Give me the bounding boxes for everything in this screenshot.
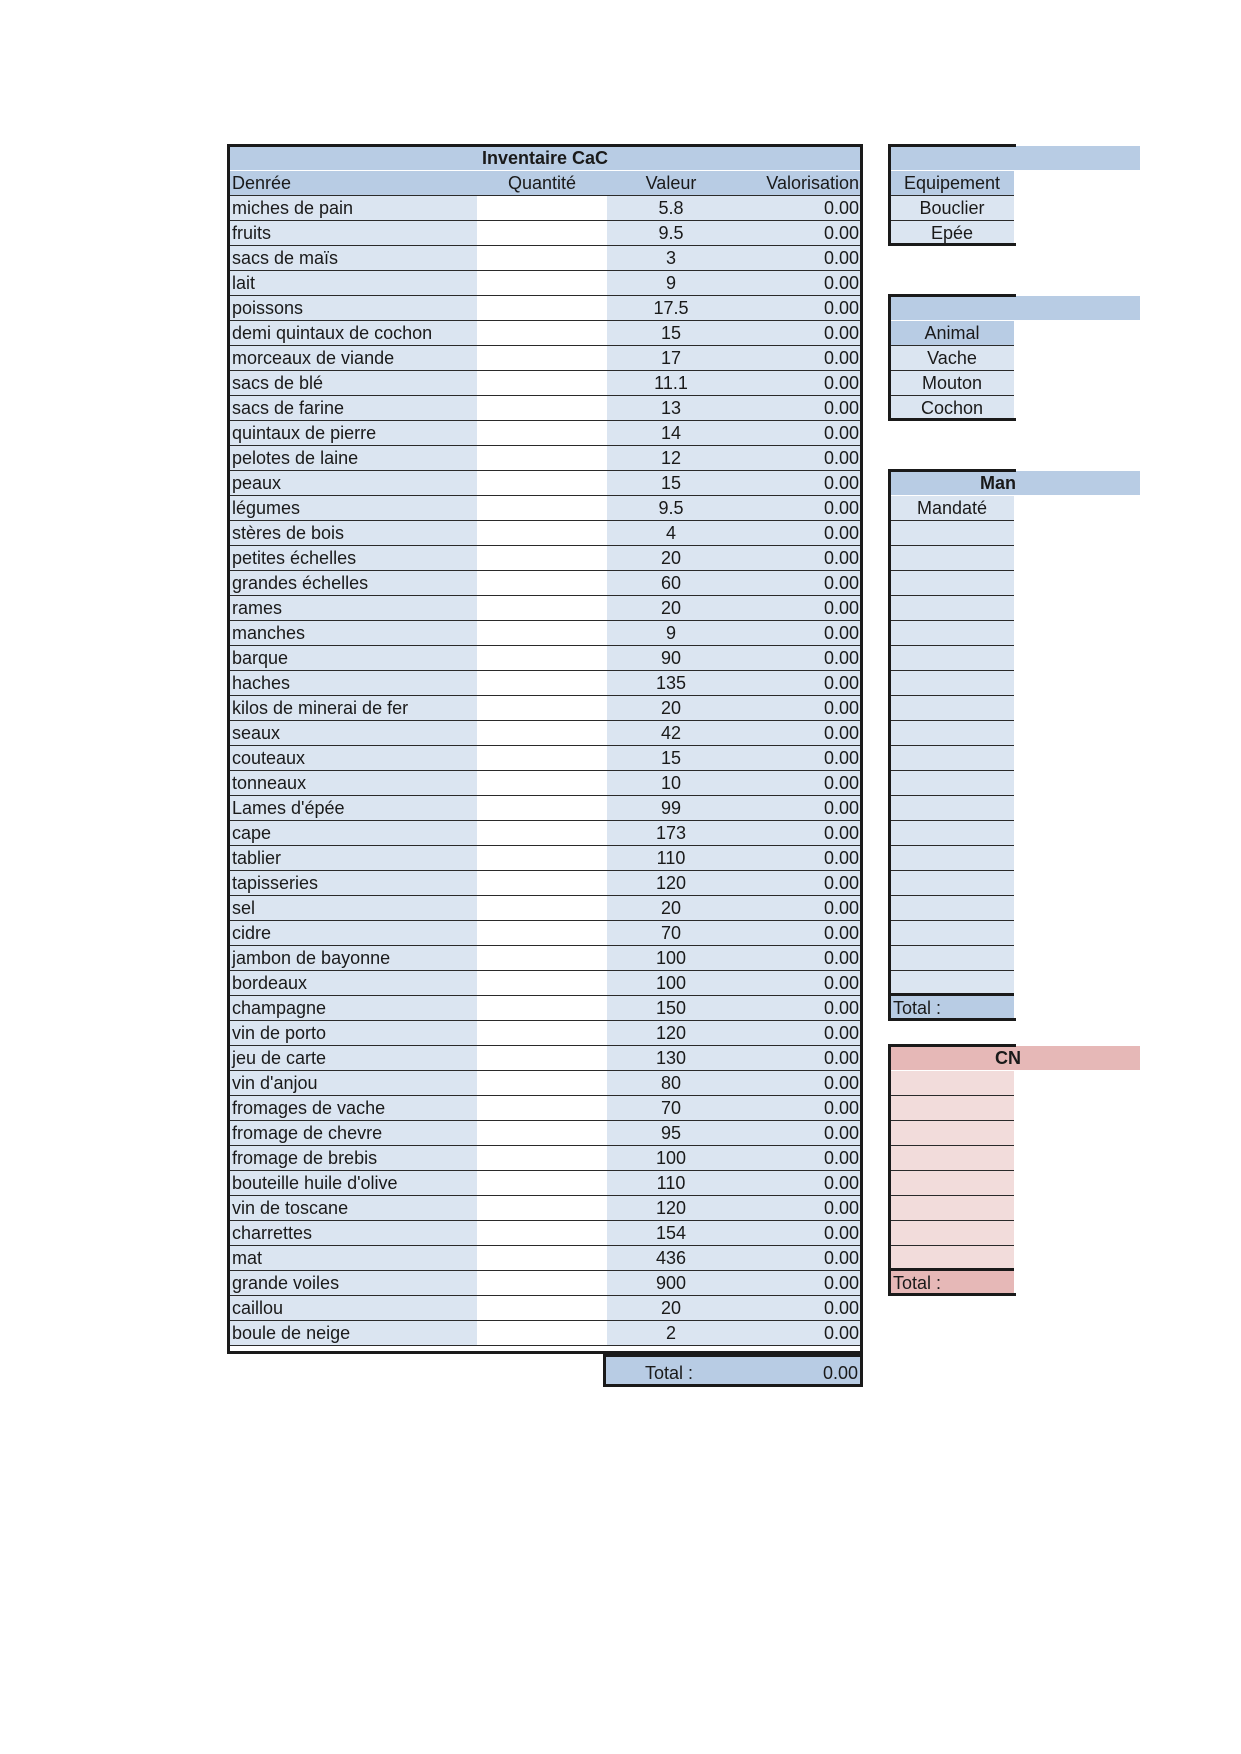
quantity-cell[interactable]	[477, 1171, 607, 1195]
quantity-cell[interactable]	[477, 1121, 607, 1145]
quantity-cell[interactable]	[477, 671, 607, 695]
inventory-row	[229, 521, 861, 546]
inventory-row	[229, 321, 861, 346]
valuation-cell: 0.00	[735, 371, 861, 395]
item-name: grandes échelles	[229, 571, 477, 595]
quantity-cell[interactable]	[477, 546, 607, 570]
quantity-cell[interactable]	[477, 521, 607, 545]
value-cell: 2	[607, 1321, 735, 1345]
item-name: fromage de brebis	[229, 1146, 477, 1170]
quantity-cell[interactable]	[477, 1321, 607, 1345]
equipment-border	[888, 144, 1016, 246]
value-cell: 110	[607, 846, 735, 870]
inventory-row	[229, 671, 861, 696]
value-cell: 20	[607, 896, 735, 920]
item-name: bouteille huile d'olive	[229, 1171, 477, 1195]
item-name: pelotes de laine	[229, 446, 477, 470]
quantity-cell[interactable]	[477, 846, 607, 870]
valuation-cell: 0.00	[735, 221, 861, 245]
quantity-cell[interactable]	[477, 971, 607, 995]
quantity-cell[interactable]	[477, 771, 607, 795]
value-cell: 4	[607, 521, 735, 545]
quantity-cell[interactable]	[477, 746, 607, 770]
item-name: vin de porto	[229, 1021, 477, 1045]
quantity-cell[interactable]	[477, 1271, 607, 1295]
animal-item: Vache	[927, 348, 977, 368]
value-cell: 99	[607, 796, 735, 820]
item-name: stères de bois	[229, 521, 477, 545]
item-name: tonneaux	[229, 771, 477, 795]
inventory-row	[229, 721, 861, 746]
valuation-cell: 0.00	[735, 196, 861, 220]
inventory-row	[229, 821, 861, 846]
quantity-cell[interactable]	[477, 421, 607, 445]
value-cell: 15	[607, 746, 735, 770]
cn-total-label: Total :	[893, 1273, 942, 1293]
valuation-cell: 0.00	[735, 446, 861, 470]
valuation-cell: 0.00	[735, 421, 861, 445]
item-name: vin de toscane	[229, 1196, 477, 1220]
value-cell: 9	[607, 621, 735, 645]
valuation-cell: 0.00	[735, 1196, 861, 1220]
valuation-cell: 0.00	[735, 921, 861, 945]
value-cell: 20	[607, 1296, 735, 1320]
animal-item: Cochon	[920, 398, 984, 418]
cn-total-separator	[890, 1268, 1014, 1271]
inventory-row	[229, 296, 861, 321]
inventory-row	[229, 746, 861, 771]
item-name: quintaux de pierre	[229, 421, 477, 445]
valuation-cell: 0.00	[735, 1021, 861, 1045]
value-cell: 70	[607, 1096, 735, 1120]
quantity-cell[interactable]	[477, 1071, 607, 1095]
quantity-cell[interactable]	[477, 246, 607, 270]
inventory-row	[229, 921, 861, 946]
inventory-row	[229, 846, 861, 871]
valuation-cell: 0.00	[735, 946, 861, 970]
quantity-cell[interactable]	[477, 396, 607, 420]
valuation-cell: 0.00	[735, 596, 861, 620]
quantity-cell[interactable]	[477, 821, 607, 845]
value-cell: 120	[607, 1196, 735, 1220]
item-name: grande voiles	[229, 1271, 477, 1295]
valuation-cell: 0.00	[735, 1296, 861, 1320]
item-name: fromage de chevre	[229, 1121, 477, 1145]
item-name: morceaux de viande	[229, 346, 477, 370]
item-name: demi quintaux de cochon	[229, 321, 477, 345]
value-cell: 9	[607, 271, 735, 295]
valuation-cell: 0.00	[735, 821, 861, 845]
valuation-cell: 0.00	[735, 696, 861, 720]
value-cell: 12	[607, 446, 735, 470]
valuation-cell: 0.00	[735, 1121, 861, 1145]
inventory-row	[229, 696, 861, 721]
header-value: Valeur	[645, 173, 697, 193]
cn-title: CN	[995, 1048, 1021, 1068]
valuation-cell: 0.00	[735, 1146, 861, 1170]
quantity-cell[interactable]	[477, 571, 607, 595]
inventory-row	[229, 946, 861, 971]
value-cell: 60	[607, 571, 735, 595]
valuation-cell: 0.00	[735, 671, 861, 695]
valuation-cell: 0.00	[735, 271, 861, 295]
quantity-cell[interactable]	[477, 1246, 607, 1270]
item-name: rames	[229, 596, 477, 620]
inventory-row	[229, 646, 861, 671]
valuation-cell: 0.00	[735, 471, 861, 495]
value-cell: 17	[607, 346, 735, 370]
equipment-item: Epée	[930, 223, 974, 243]
item-name: petites échelles	[229, 546, 477, 570]
item-name: manches	[229, 621, 477, 645]
valuation-cell: 0.00	[735, 896, 861, 920]
inventory-row	[229, 796, 861, 821]
inventory-row	[229, 621, 861, 646]
valuation-cell: 0.00	[735, 1046, 861, 1070]
value-cell: 436	[607, 1246, 735, 1270]
value-cell: 900	[607, 1271, 735, 1295]
valuation-cell: 0.00	[735, 621, 861, 645]
valuation-cell: 0.00	[735, 746, 861, 770]
quantity-cell[interactable]	[477, 946, 607, 970]
animal-border	[888, 294, 1016, 421]
valuation-cell: 0.00	[735, 796, 861, 820]
inventory-row	[229, 1021, 861, 1046]
mandate-title: Man	[980, 473, 1016, 493]
inventory-row	[229, 1146, 861, 1171]
equipment-header: Equipement	[903, 173, 1001, 193]
inventory-row	[229, 371, 861, 396]
item-name: sacs de blé	[229, 371, 477, 395]
item-name: tapisseries	[229, 871, 477, 895]
item-name: fromages de vache	[229, 1096, 477, 1120]
quantity-cell[interactable]	[477, 646, 607, 670]
quantity-cell[interactable]	[477, 321, 607, 345]
value-cell: 20	[607, 546, 735, 570]
inventory-header-row	[229, 171, 861, 196]
item-name: jambon de bayonne	[229, 946, 477, 970]
inventory-row	[229, 571, 861, 596]
quantity-cell[interactable]	[477, 596, 607, 620]
item-name: lait	[229, 271, 477, 295]
cn-border	[888, 1044, 1016, 1296]
quantity-cell[interactable]	[477, 621, 607, 645]
value-cell: 3	[607, 246, 735, 270]
item-name: poissons	[229, 296, 477, 320]
mandate-header: Mandaté	[916, 498, 988, 518]
quantity-cell[interactable]	[477, 871, 607, 895]
quantity-cell[interactable]	[477, 221, 607, 245]
valuation-cell: 0.00	[735, 971, 861, 995]
mandate-total-label: Total :	[893, 998, 942, 1018]
item-name: fruits	[229, 221, 477, 245]
inventory-row	[229, 446, 861, 471]
quantity-cell[interactable]	[477, 696, 607, 720]
header-quantity: Quantité	[507, 173, 577, 193]
value-cell: 5.8	[607, 196, 735, 220]
value-cell: 14	[607, 421, 735, 445]
valuation-cell: 0.00	[735, 521, 861, 545]
value-cell: 13	[607, 396, 735, 420]
inventory-title: Inventaire CaC	[229, 146, 861, 170]
valuation-cell: 0.00	[735, 571, 861, 595]
item-name: vin d'anjou	[229, 1071, 477, 1095]
valuation-cell: 0.00	[735, 346, 861, 370]
inventory-row	[229, 246, 861, 271]
inventory-row	[229, 271, 861, 296]
valuation-cell: 0.00	[735, 771, 861, 795]
value-cell: 15	[607, 321, 735, 345]
value-cell: 120	[607, 871, 735, 895]
animal-item: Mouton	[921, 373, 983, 393]
inventory-row	[229, 1071, 861, 1096]
valuation-cell: 0.00	[735, 546, 861, 570]
value-cell: 42	[607, 721, 735, 745]
item-name: peaux	[229, 471, 477, 495]
valuation-cell: 0.00	[735, 646, 861, 670]
inventory-row	[229, 346, 861, 371]
item-name: jeu de carte	[229, 1046, 477, 1070]
quantity-cell[interactable]	[477, 371, 607, 395]
quantity-cell[interactable]	[477, 1096, 607, 1120]
value-cell: 15	[607, 471, 735, 495]
inventory-row	[229, 196, 861, 221]
valuation-cell: 0.00	[735, 871, 861, 895]
inventory-row	[229, 1096, 861, 1121]
value-cell: 9.5	[607, 496, 735, 520]
quantity-cell[interactable]	[477, 721, 607, 745]
value-cell: 80	[607, 1071, 735, 1095]
value-cell: 95	[607, 1121, 735, 1145]
item-name: cidre	[229, 921, 477, 945]
value-cell: 120	[607, 1021, 735, 1045]
valuation-cell: 0.00	[735, 1246, 861, 1270]
valuation-cell: 0.00	[735, 496, 861, 520]
item-name: couteaux	[229, 746, 477, 770]
value-cell: 20	[607, 596, 735, 620]
value-cell: 110	[607, 1171, 735, 1195]
quantity-cell[interactable]	[477, 346, 607, 370]
animal-header: Animal	[924, 323, 980, 343]
item-name: champagne	[229, 996, 477, 1020]
quantity-cell[interactable]	[477, 296, 607, 320]
inventory-row	[229, 1246, 861, 1271]
valuation-cell: 0.00	[735, 246, 861, 270]
item-name: légumes	[229, 496, 477, 520]
item-name: mat	[229, 1246, 477, 1270]
value-cell: 11.1	[607, 371, 735, 395]
value-cell: 9.5	[607, 221, 735, 245]
valuation-cell: 0.00	[735, 1321, 861, 1345]
value-cell: 100	[607, 946, 735, 970]
item-name: sacs de farine	[229, 396, 477, 420]
item-name: cape	[229, 821, 477, 845]
item-name: seaux	[229, 721, 477, 745]
valuation-cell: 0.00	[735, 1096, 861, 1120]
value-cell: 135	[607, 671, 735, 695]
quantity-cell[interactable]	[477, 1196, 607, 1220]
item-name: bordeaux	[229, 971, 477, 995]
inventory-row	[229, 1221, 861, 1246]
value-cell: 130	[607, 1046, 735, 1070]
valuation-cell: 0.00	[735, 1171, 861, 1195]
inventory-row	[229, 971, 861, 996]
item-name: barque	[229, 646, 477, 670]
total-label: Total :	[644, 1363, 694, 1383]
inventory-row	[229, 871, 861, 896]
inventory-row	[229, 421, 861, 446]
valuation-cell: 0.00	[735, 296, 861, 320]
inventory-total-box	[603, 1354, 863, 1387]
item-name: tablier	[229, 846, 477, 870]
inventory-row	[229, 1121, 861, 1146]
quantity-cell[interactable]	[477, 1146, 607, 1170]
item-name: charrettes	[229, 1221, 477, 1245]
mandate-border	[888, 469, 1016, 1021]
inventory-row	[229, 1271, 861, 1296]
quantity-cell[interactable]	[477, 1021, 607, 1045]
header-item: Denrée	[232, 173, 292, 193]
quantity-cell[interactable]	[477, 1221, 607, 1245]
valuation-cell: 0.00	[735, 396, 861, 420]
inventory-row	[229, 1296, 861, 1321]
equipment-item: Bouclier	[919, 198, 985, 218]
value-cell: 20	[607, 696, 735, 720]
quantity-cell[interactable]	[477, 471, 607, 495]
valuation-cell: 0.00	[735, 721, 861, 745]
valuation-cell: 0.00	[735, 1271, 861, 1295]
value-cell: 100	[607, 1146, 735, 1170]
value-cell: 17.5	[607, 296, 735, 320]
quantity-cell[interactable]	[477, 1296, 607, 1320]
quantity-cell[interactable]	[477, 496, 607, 520]
inventory-row	[229, 1196, 861, 1221]
inventory-row	[229, 496, 861, 521]
inventory-row	[229, 996, 861, 1021]
value-cell: 173	[607, 821, 735, 845]
item-name: sacs de maïs	[229, 246, 477, 270]
inventory-row	[229, 896, 861, 921]
value-cell: 150	[607, 996, 735, 1020]
value-cell: 154	[607, 1221, 735, 1245]
value-cell: 100	[607, 971, 735, 995]
inventory-row	[229, 771, 861, 796]
valuation-cell: 0.00	[735, 996, 861, 1020]
inventory-row	[229, 471, 861, 496]
valuation-cell: 0.00	[735, 321, 861, 345]
inventory-row	[229, 546, 861, 571]
valuation-cell: 0.00	[735, 1221, 861, 1245]
total-value: 0.00	[822, 1363, 858, 1383]
value-cell: 90	[607, 646, 735, 670]
quantity-cell[interactable]	[477, 1046, 607, 1070]
item-name: miches de pain	[229, 196, 477, 220]
value-cell: 70	[607, 921, 735, 945]
mandate-total-separator	[890, 993, 1014, 996]
item-name: Lames d'épée	[229, 796, 477, 820]
quantity-cell[interactable]	[477, 796, 607, 820]
quantity-cell[interactable]	[477, 996, 607, 1020]
valuation-cell: 0.00	[735, 1071, 861, 1095]
item-name: sel	[229, 896, 477, 920]
item-name: kilos de minerai de fer	[229, 696, 477, 720]
item-name: haches	[229, 671, 477, 695]
valuation-cell: 0.00	[735, 846, 861, 870]
quantity-cell[interactable]	[477, 446, 607, 470]
header-valuation: Valorisation	[766, 173, 859, 193]
quantity-cell[interactable]	[477, 896, 607, 920]
item-name: caillou	[229, 1296, 477, 1320]
quantity-cell[interactable]	[477, 271, 607, 295]
inventory-row	[229, 1046, 861, 1071]
inventory-row	[229, 1171, 861, 1196]
quantity-cell[interactable]	[477, 196, 607, 220]
value-cell: 10	[607, 771, 735, 795]
inventory-row	[229, 221, 861, 246]
quantity-cell[interactable]	[477, 921, 607, 945]
item-name: boule de neige	[229, 1321, 477, 1345]
inventory-row	[229, 396, 861, 421]
inventory-row	[229, 1321, 861, 1346]
inventory-row	[229, 596, 861, 621]
